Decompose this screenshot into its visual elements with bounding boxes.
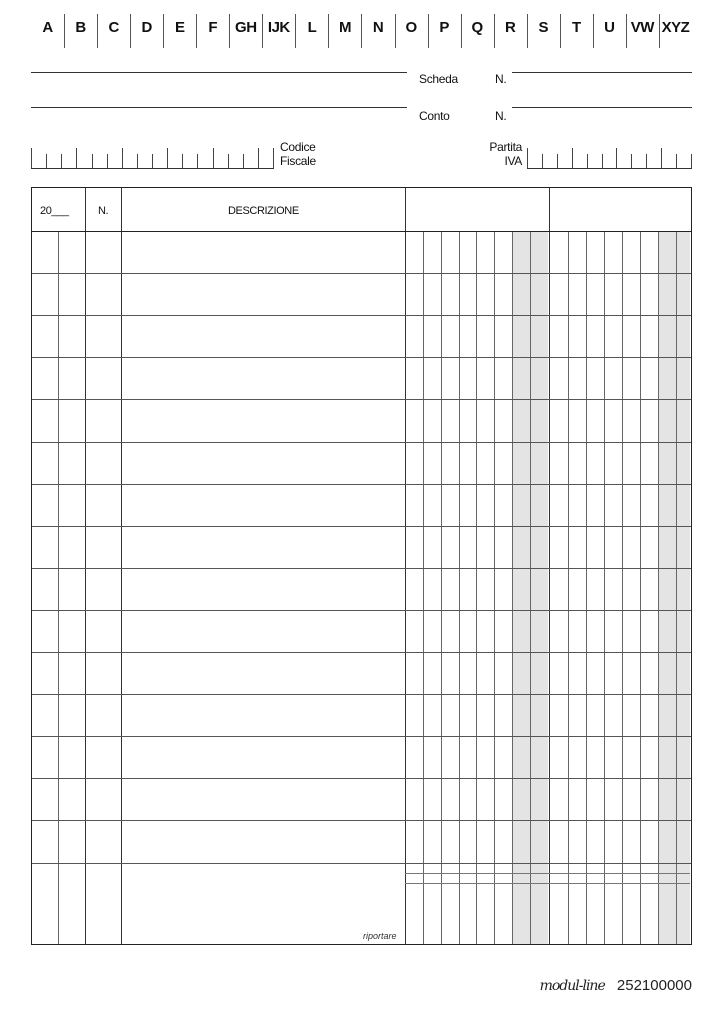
amount-digit-divider bbox=[586, 231, 587, 944]
scheda-number-label: N. bbox=[495, 72, 507, 86]
amount-digit-divider bbox=[658, 231, 659, 944]
partita-iva-field[interactable] bbox=[527, 148, 692, 169]
index-tab-u[interactable]: U bbox=[593, 8, 626, 50]
tick-box bbox=[557, 154, 572, 168]
row-divider bbox=[32, 273, 691, 274]
tick-box bbox=[152, 154, 167, 168]
tick-box bbox=[92, 154, 107, 168]
row-divider bbox=[32, 694, 691, 695]
row-divider bbox=[32, 357, 691, 358]
ledger-table bbox=[31, 187, 692, 945]
tick-box bbox=[228, 154, 243, 168]
index-tab-vw[interactable]: VW bbox=[626, 8, 659, 50]
total-line bbox=[405, 873, 690, 874]
index-tab-f[interactable]: F bbox=[196, 8, 229, 50]
codice-fiscale-label bbox=[280, 140, 316, 168]
scheda-number-field[interactable] bbox=[512, 72, 692, 73]
codice-label-line1: Codice bbox=[280, 140, 316, 154]
index-tab-c[interactable]: C bbox=[97, 8, 130, 50]
carry-forward-label: riportare bbox=[363, 931, 397, 941]
column-divider bbox=[549, 188, 550, 944]
codice-fiscale-field[interactable] bbox=[31, 148, 274, 169]
year-header: 20___ bbox=[40, 205, 69, 217]
index-tab-s[interactable]: S bbox=[527, 8, 560, 50]
amount-digit-divider bbox=[459, 231, 460, 944]
row-divider bbox=[32, 442, 691, 443]
product-code: 252100000 bbox=[616, 977, 692, 994]
tick-box bbox=[76, 148, 91, 168]
tick-box bbox=[676, 154, 692, 168]
tick-box bbox=[258, 148, 274, 168]
tick-box bbox=[631, 154, 646, 168]
partita-label-line2: IVA bbox=[504, 154, 522, 168]
row-divider bbox=[32, 526, 691, 527]
partita-iva-label bbox=[474, 140, 522, 168]
amount-digit-divider bbox=[676, 231, 677, 944]
tick-box bbox=[527, 148, 542, 168]
row-divider bbox=[32, 820, 691, 821]
amount-digit-divider bbox=[622, 231, 623, 944]
tick-box bbox=[167, 148, 182, 168]
scheda-line[interactable] bbox=[31, 72, 407, 73]
row-divider bbox=[32, 315, 691, 316]
column-divider bbox=[85, 188, 86, 944]
codice-label-line2: Fiscale bbox=[280, 154, 316, 168]
row-divider bbox=[32, 778, 691, 779]
tick-box bbox=[646, 154, 661, 168]
row-divider bbox=[32, 399, 691, 400]
amount-digit-divider bbox=[494, 231, 495, 944]
brand-logo: modul-line bbox=[539, 978, 605, 994]
row-divider bbox=[32, 610, 691, 611]
tick-box bbox=[661, 148, 676, 168]
tick-box bbox=[587, 154, 602, 168]
row-divider bbox=[32, 652, 691, 653]
index-tab-a[interactable]: A bbox=[42, 19, 53, 36]
index-tab-q[interactable]: Q bbox=[461, 8, 494, 50]
scheda-label: Scheda bbox=[419, 72, 458, 86]
index-tab-xyz[interactable]: XYZ bbox=[659, 8, 692, 50]
amount-digit-divider bbox=[441, 231, 442, 944]
index-tab-d[interactable]: D bbox=[130, 8, 163, 50]
amount-digit-divider bbox=[568, 231, 569, 944]
conto-label: Conto bbox=[419, 109, 450, 123]
index-tab-t[interactable]: T bbox=[560, 8, 593, 50]
amount-digit-divider bbox=[423, 231, 424, 944]
row-divider bbox=[32, 736, 691, 737]
conto-number-label: N. bbox=[495, 109, 507, 123]
amount-digit-divider bbox=[530, 231, 531, 944]
index-tab-o[interactable]: O bbox=[395, 8, 428, 50]
form-code bbox=[540, 977, 692, 994]
tick-box bbox=[602, 154, 617, 168]
tick-box bbox=[542, 154, 557, 168]
index-tab-m[interactable]: M bbox=[328, 8, 361, 50]
tick-box bbox=[182, 154, 197, 168]
day-month-divider bbox=[58, 231, 59, 944]
description-header: DESCRIZIONE bbox=[228, 205, 299, 217]
column-divider bbox=[405, 188, 406, 944]
number-header: N. bbox=[98, 205, 109, 217]
tick-box bbox=[31, 148, 46, 168]
index-tab-gh[interactable]: GH bbox=[229, 8, 262, 50]
index-tabs bbox=[31, 8, 692, 50]
tick-box bbox=[213, 148, 228, 168]
row-divider bbox=[32, 484, 691, 485]
tick-box bbox=[197, 154, 212, 168]
amount-digit-divider bbox=[512, 231, 513, 944]
index-tab-p[interactable]: P bbox=[428, 8, 461, 50]
index-tab-l[interactable]: L bbox=[295, 8, 328, 50]
index-tab-b[interactable]: B bbox=[64, 8, 97, 50]
row-divider bbox=[32, 568, 691, 569]
row-divider bbox=[32, 863, 691, 864]
tick-box bbox=[137, 154, 152, 168]
total-line bbox=[405, 883, 690, 884]
shaded-column bbox=[658, 231, 690, 944]
tick-box bbox=[61, 154, 76, 168]
tick-box bbox=[616, 148, 631, 168]
tick-box bbox=[122, 148, 137, 168]
tick-box bbox=[243, 154, 258, 168]
conto-line[interactable] bbox=[31, 107, 407, 108]
index-tab-e[interactable]: E bbox=[163, 8, 196, 50]
column-divider bbox=[121, 188, 122, 944]
partita-label-line1: Partita bbox=[489, 140, 522, 154]
index-tab-r[interactable]: R bbox=[494, 8, 527, 50]
tick-box bbox=[572, 148, 587, 168]
amount-digit-divider bbox=[604, 231, 605, 944]
index-tab-ijk[interactable]: IJK bbox=[262, 8, 295, 50]
index-tab-n[interactable]: N bbox=[361, 8, 394, 50]
header-divider bbox=[32, 231, 691, 232]
amount-digit-divider bbox=[640, 231, 641, 944]
tick-box bbox=[46, 154, 61, 168]
conto-number-field[interactable] bbox=[512, 107, 692, 108]
tick-box bbox=[107, 154, 122, 168]
amount-digit-divider bbox=[476, 231, 477, 944]
